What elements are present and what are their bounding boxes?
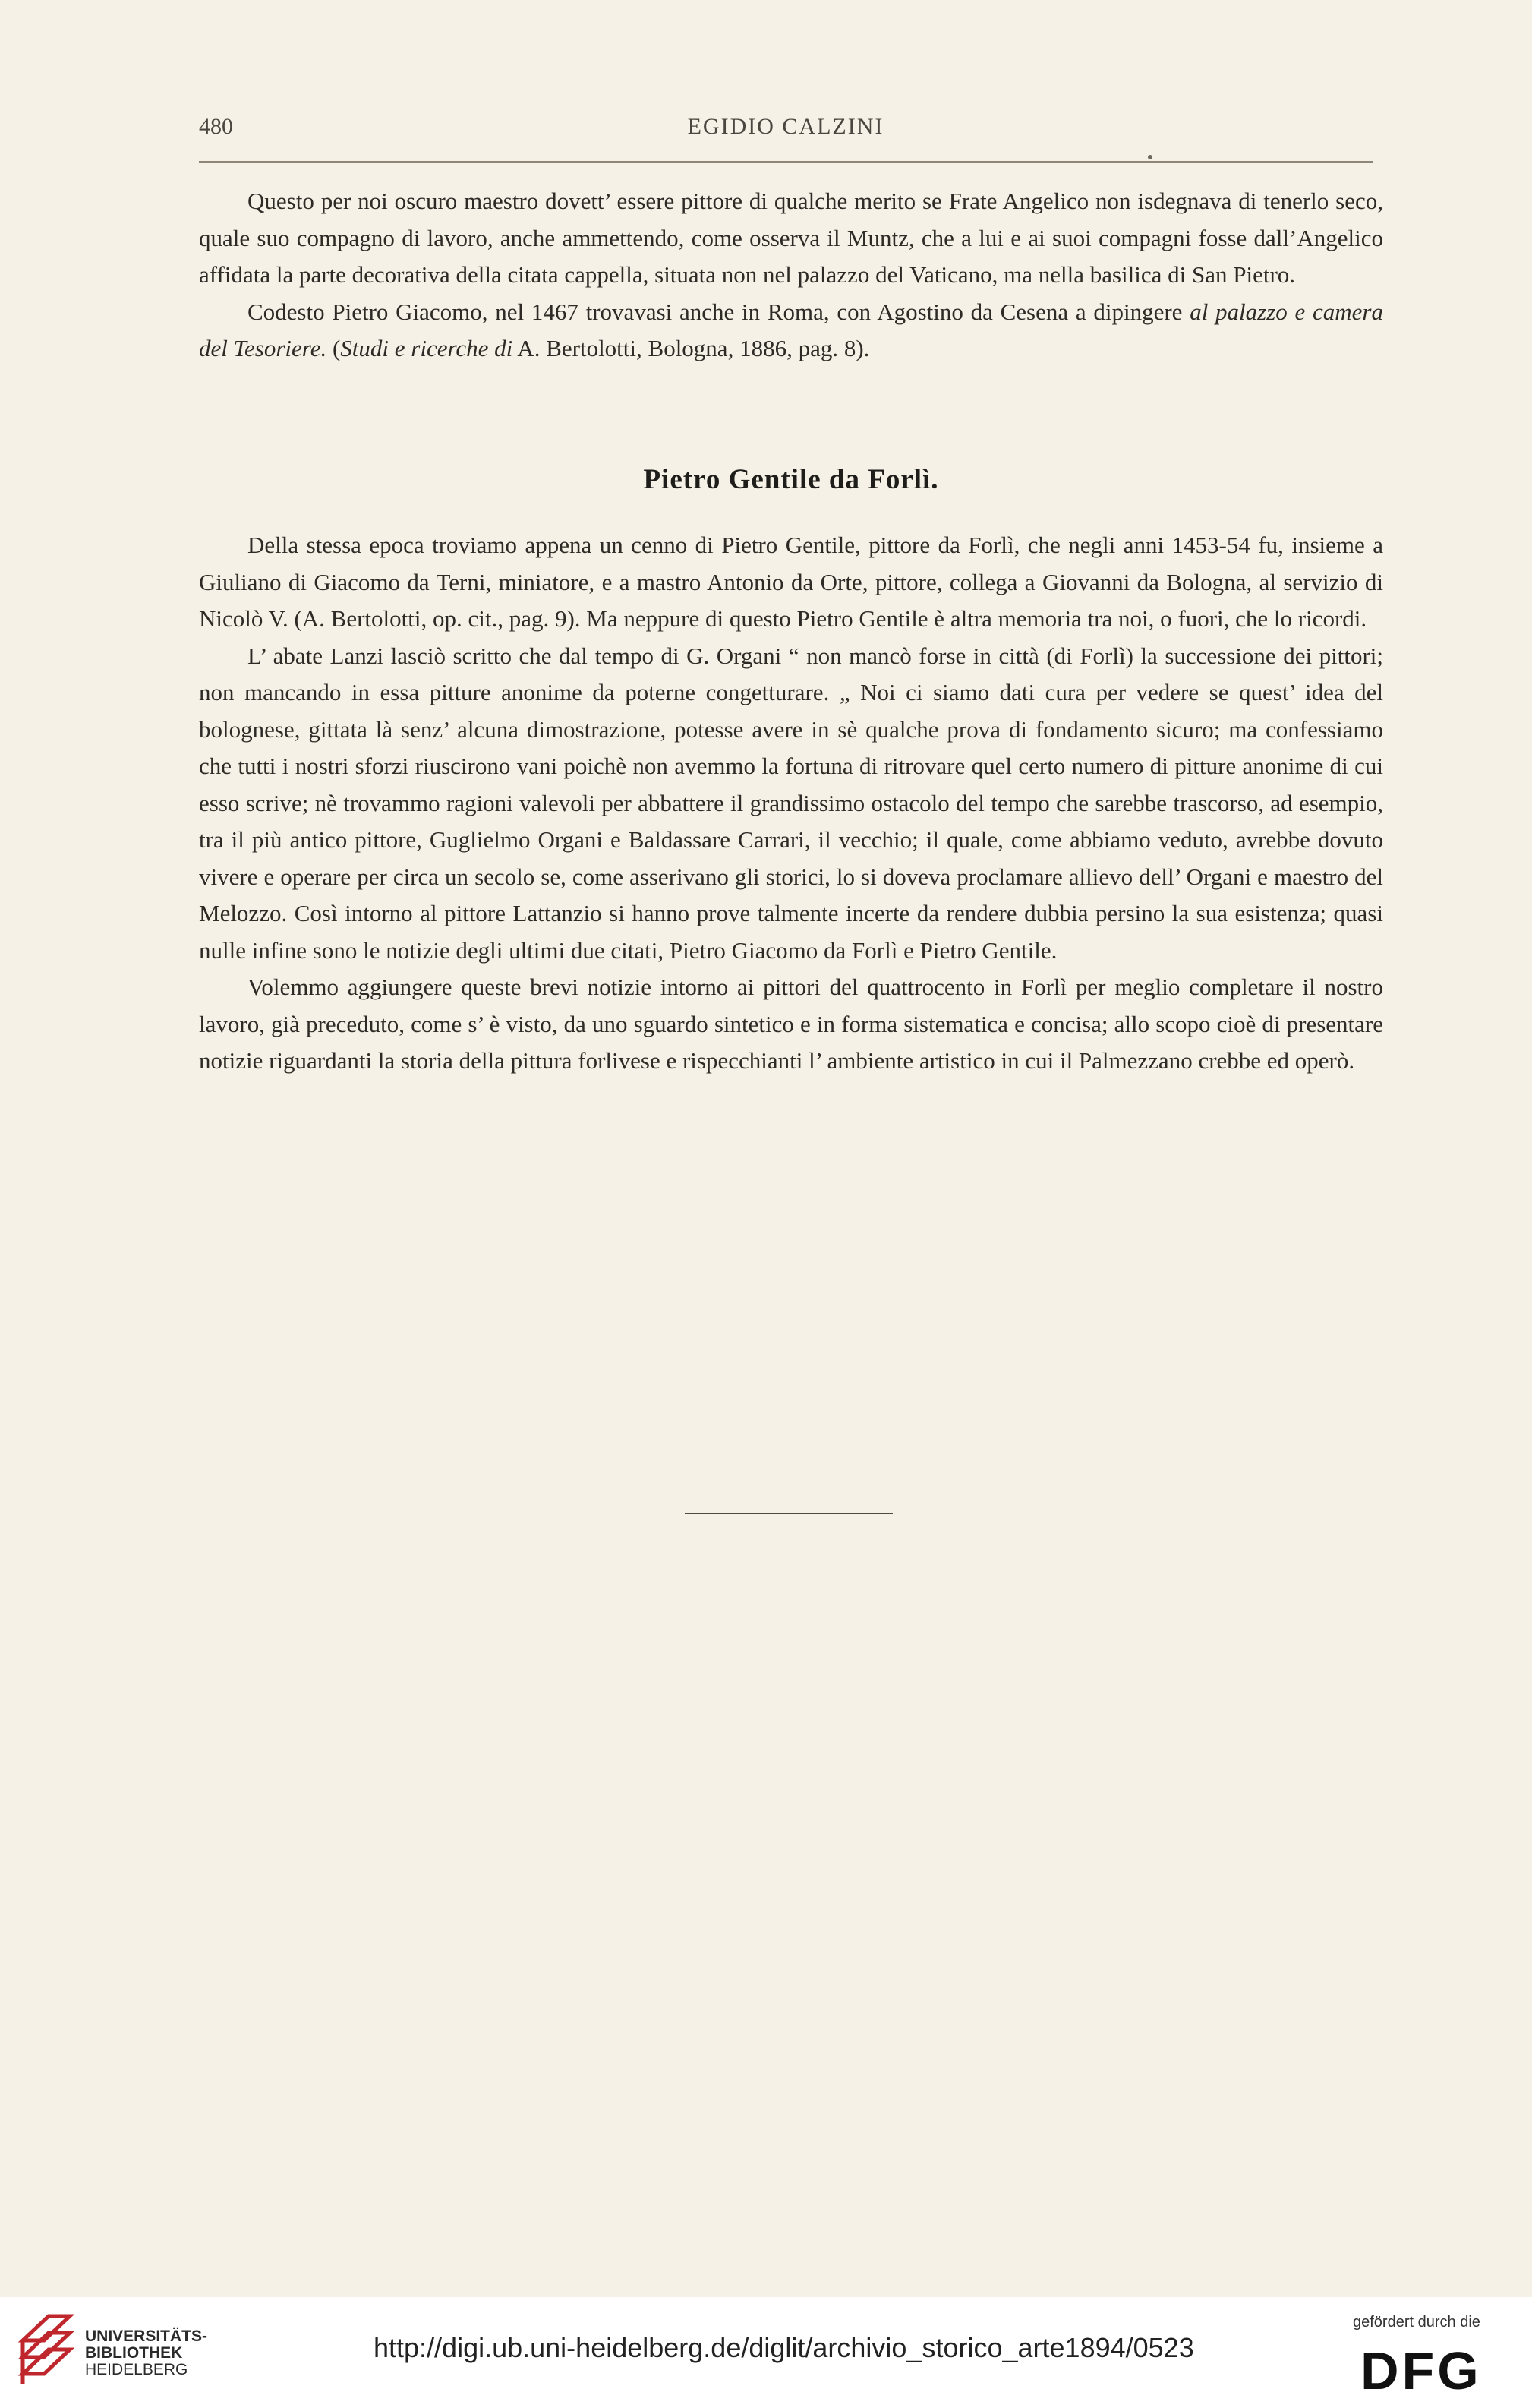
section-paragraph-1: Della stessa epoca troviamo appena un cenno di Pietro Gentile, pittore da Forlì, che negli anni 1453-54 fu, insieme a Giuliano di Giacomo da Terni, miniatore, e a mastro Antonio da Orte, pittore, collega a Giovanni da Bologna, al servizio di Nicolò V. (A. Bertolotti, op. cit., pag. 9). Ma neppure di questo Pietro Gentile è altra memoria tra noi, o fuori, che lo ricordi. bbox=[199, 532, 1383, 632]
intro-p2-text-a: Codesto Pietro Giacomo, nel 1467 trovavasi anche in Roma, con Agostino da Cesena a dipingere bbox=[247, 298, 1190, 325]
library-name-line-1: UNIVERSITÄTS- bbox=[85, 2328, 208, 2345]
intro-paragraph-1: Questo per noi oscuro maestro dovett’ essere pittore di qualche merito se Frate Angelico non isdegnava di tenerlo seco, quale suo compagno di lavoro, anche ammettendo, come osserva il Muntz, che a lui e ai suoi compagni fosse dall’Angelico affidata la parte decorativa della citata cappella, situata non nel palazzo del Vaticano, ma nella basilica di San Pietro. bbox=[199, 188, 1383, 288]
running-head bbox=[199, 114, 1373, 147]
page-number: 480 bbox=[199, 114, 233, 139]
intro-text bbox=[199, 183, 1383, 368]
library-name-line-3: HEIDELBERG bbox=[85, 2361, 188, 2378]
running-title: EGIDIO CALZINI bbox=[687, 114, 884, 139]
intro-paragraph-2 bbox=[199, 294, 1383, 368]
section-heading: Pietro Gentile da Forlì. bbox=[643, 464, 939, 495]
header-rule bbox=[199, 161, 1373, 163]
header-dot bbox=[1148, 155, 1152, 159]
dfg-logo: DFG bbox=[1360, 2341, 1482, 2400]
section-paragraph-3: Volemmo aggiungere queste brevi notizie intorno ai pittori del quattrocento in Forlì per meglio completare il nostro lavoro, già preceduto, come s’ è visto, da uno sguardo sintetico e in forma sistematica e concisa; allo scopo cioè di presentare notizie riguardanti la storia della pittura forlivese e rispecchianti l’ ambiente artistico in cui il Palmezzano crebbe ed operò. bbox=[199, 974, 1383, 1074]
sponsor-text: gefördert durch die bbox=[1353, 2314, 1480, 2331]
section-paragraph-2: L’ abate Lanzi lasciò scritto che dal tempo di G. Organi “ non mancò forse in città (di Forlì) la successione dei pittori; non mancando in essa pitture anonime da poterne congetturare. „ Noi ci siamo dati cura per vedere se quest’ idea del bolognese, gittata là senz’ alcuna dimostrazione, potesse avere in sè qualche prova di fondamento sicuro; ma confessiamo che tutti i nostri sforzi riuscirono vani poichè non avemmo la fortuna di ritrovare quel certo numero di pitture anonime di cui esso scrive; nè trovammo ragioni valevoli per abbattere il grandissimo ostacolo del tempo che sarebbe trascorso, ad esempio, tra il più antico pittore, Guglielmo Organi e Baldassare Carrari, il vecchio; il quale, come abbiamo veduto, avrebbe dovuto vivere e operare per circa un secolo se, come asserivano gli storici, lo si doveva proclamare allievo dell’ Organi e maestro del Melozzo. Così intorno al pittore Lattanzio si hanno prove talmente incerte da rendere dubbia persino la sua esistenza; quasi nulle infine sono le notizie degli ultimi due citati, Pietro Giacomo da Forlì e Pietro Gentile. bbox=[199, 642, 1383, 964]
end-rule bbox=[685, 1513, 893, 1514]
library-name bbox=[85, 2328, 207, 2378]
intro-p2-italic-work: Studi e ricerche di bbox=[340, 335, 513, 361]
footer-url-link[interactable]: http://digi.ub.uni-heidelberg.de/diglit/archivio_storico_arte1894/0523 bbox=[374, 2332, 1194, 2363]
section-text bbox=[199, 527, 1383, 1080]
intro-p2-italic-title: al palazzo e camera del Tesoriere. bbox=[199, 298, 1383, 361]
library-logo-icon bbox=[17, 2310, 76, 2389]
library-name-line-2: BIBLIOTHEK bbox=[85, 2344, 183, 2362]
intro-p2-text-b: ( bbox=[326, 335, 341, 361]
intro-p2-text-c: A. Bertolotti, Bologna, 1886, pag. 8). bbox=[512, 335, 870, 361]
